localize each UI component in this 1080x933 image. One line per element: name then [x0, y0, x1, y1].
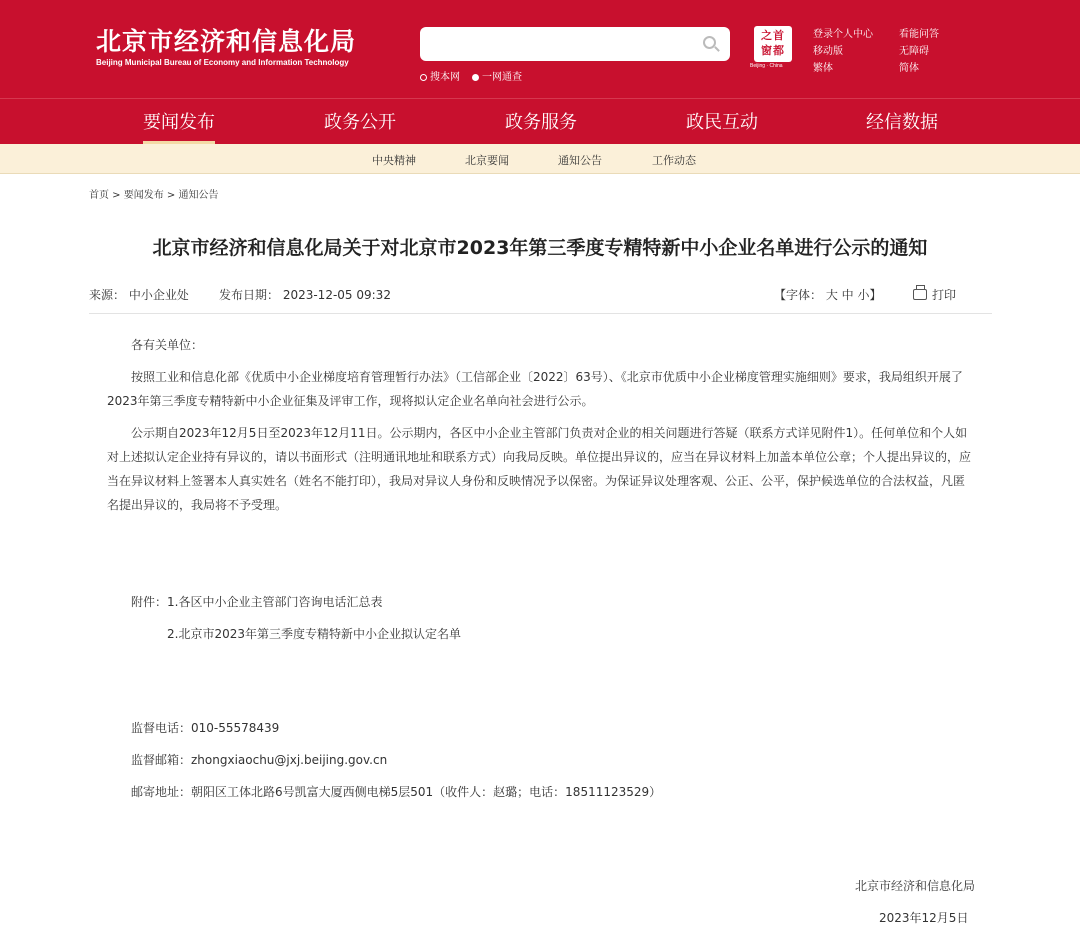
- site-subtitle: Beijing Municipal Bureau of Economy and Information Technology: [96, 58, 349, 67]
- nav-item-data[interactable]: 经信数据: [866, 112, 938, 133]
- body-paragraph: 按照工业和信息化部《优质中小企业梯度培育管理暂行办法》（工信部企业〔2022〕63号）、《北京市优质中小企业梯度管理实施细则》要求，我局组织开展了2023年第三季度专精特新中小企业征集及评审工作，现将拟认定企业名单向社会进行公示。: [107, 370, 963, 408]
- traditional-link[interactable]: 繁体: [813, 63, 833, 74]
- search-option-site[interactable]: 搜本网: [420, 68, 460, 83]
- qa-link[interactable]: 看能问答: [899, 29, 939, 40]
- radio-icon: [420, 74, 427, 81]
- sub-nav: [0, 144, 1080, 174]
- sign-date: 2023年12月5日: [879, 911, 969, 925]
- salutation: 各有关单位：: [131, 338, 204, 352]
- capital-window-logo[interactable]: [754, 26, 792, 62]
- mailing-address: 邮寄地址：朝阳区工体北路6号凯富大厦西侧电梯5层501（收件人：赵璐；电话：18511123529）: [131, 785, 662, 799]
- subnav-item-beijing[interactable]: 北京要闻: [465, 154, 509, 167]
- mobile-link[interactable]: 移动版: [813, 46, 843, 57]
- divider: [89, 313, 992, 314]
- radio-checked-icon: [472, 74, 479, 81]
- main-nav: [0, 98, 1080, 144]
- logo-caption: Beijing · China: [750, 63, 783, 69]
- article-title: 北京市经济和信息化局关于对北京市2023年第三季度专精特新中小企业名单进行公示的通知: [152, 237, 928, 259]
- subnav-item-notices[interactable]: 通知公告: [558, 154, 602, 167]
- nav-item-services[interactable]: 政务服务: [505, 112, 577, 133]
- subnav-item-central[interactable]: 中央精神: [372, 154, 416, 167]
- supervision-email[interactable]: 监督邮箱：zhongxiaochu@jxj.beijing.gov.cn: [131, 753, 388, 767]
- printer-icon: [913, 289, 927, 300]
- accessibility-link[interactable]: 无障碍: [899, 46, 929, 57]
- signature: 北京市经济和信息化局: [855, 879, 976, 893]
- search-input[interactable]: [420, 27, 730, 61]
- breadcrumb[interactable]: 首页 > 要闻发布 > 通知公告: [89, 190, 219, 201]
- nav-item-public-affairs[interactable]: 政务公开: [324, 112, 396, 133]
- attachment-1[interactable]: 附件：1.各区中小企业主管部门咨询电话汇总表: [131, 595, 383, 609]
- search-icon[interactable]: [703, 36, 716, 49]
- subnav-item-work[interactable]: 工作动态: [652, 154, 696, 167]
- article-source: 来源： 中小企业处: [89, 288, 189, 302]
- login-link[interactable]: 登录个人中心: [813, 29, 873, 40]
- publish-date: 发布日期： 2023-12-05 09:32: [219, 288, 391, 302]
- supervision-phone: 监督电话：010-55578439: [131, 721, 280, 735]
- simplified-link[interactable]: 简体: [899, 63, 919, 74]
- body-paragraph: 公示期自2023年12月5日至2023年12月11日。公示期内，各区中小企业主管部门负责对企业的相关问题进行答疑（联系方式详见附件1）。任何单位和个人如对上述拟认定企业持有异议的，请以书面形式（注明通讯地址和联系方式）向我局反映。单位提出异议的，应当在异议材料上加盖本单位公章；个人提出异议的，应当在异议材料上签署本人真实姓名（姓名不能打印），我局对异议人身份和反映情况予以保密。为保证异议处理客观、公正、公平，保护候选单位的合法权益，凡匿名提出异议的，我局将不予受理。: [107, 426, 972, 512]
- attachment-2[interactable]: 2.北京市2023年第三季度专精特新中小企业拟认定名单: [167, 627, 461, 641]
- print-button[interactable]: 打印: [913, 286, 956, 303]
- nav-item-interaction[interactable]: 政民互动: [686, 112, 758, 133]
- nav-item-news[interactable]: 要闻发布: [143, 112, 215, 133]
- search-option-all[interactable]: 一网通查: [472, 68, 522, 83]
- search-scope: [420, 68, 522, 83]
- site-title[interactable]: 北京市经济和信息化局: [96, 27, 357, 56]
- font-size-control[interactable]: 【字体： 大 中 小】: [774, 288, 882, 302]
- logo-glyph: 之首 窗都: [761, 29, 785, 57]
